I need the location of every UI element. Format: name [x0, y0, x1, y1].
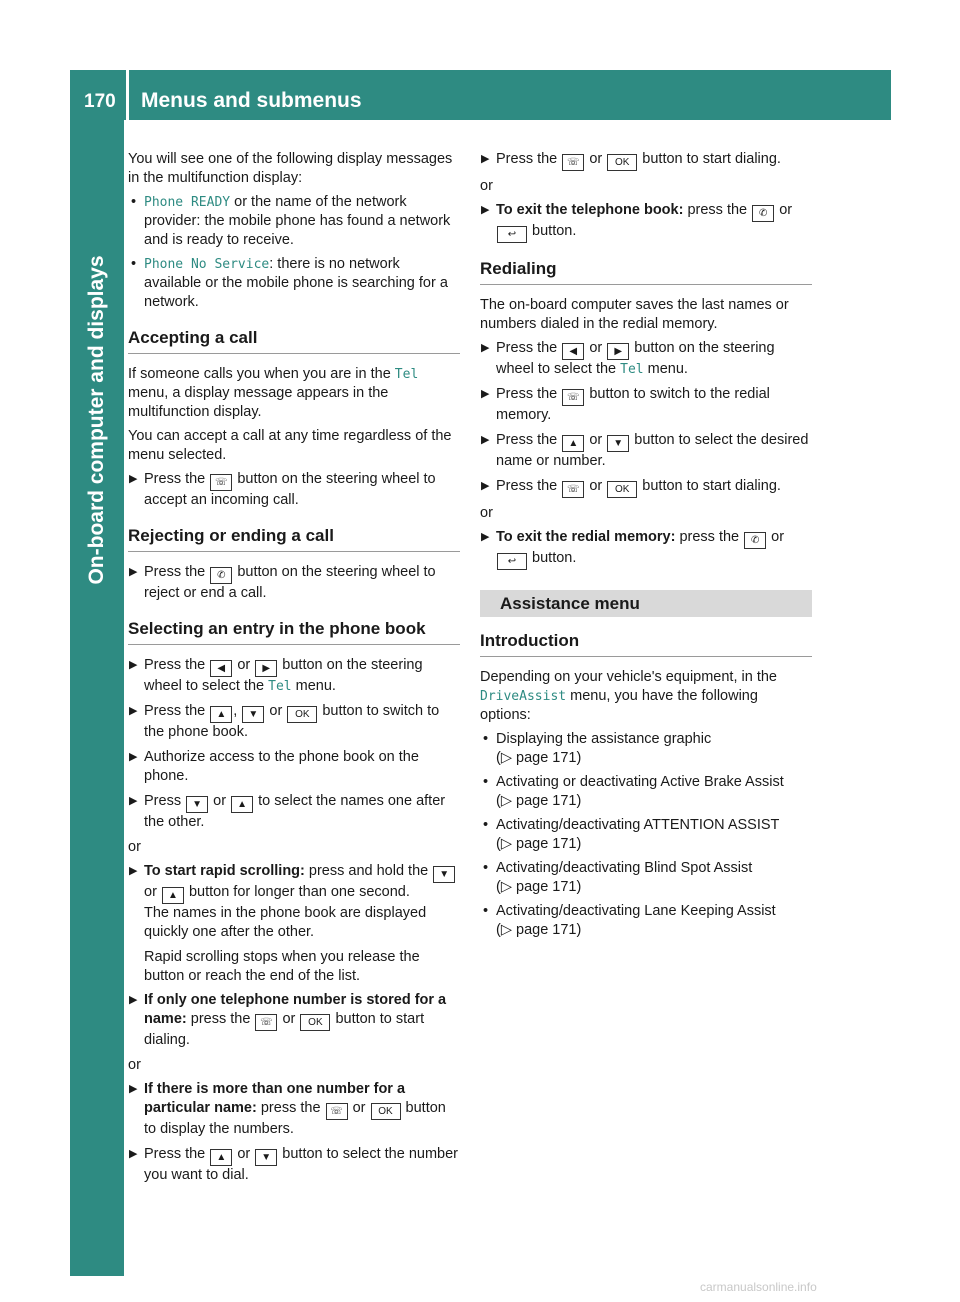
instruction-step: ▶ Press the ◀ or ▶ button on the steering wheel to select the Tel menu.	[128, 656, 460, 696]
ok-icon: OK	[287, 706, 317, 723]
down-arrow-icon: ▼	[433, 866, 455, 883]
list-item: • Activating/deactivating ATTENTION ASSIST (▷ page 171)	[480, 816, 812, 854]
intro-text: You will see one of the following display messages in the multifunction display:	[128, 151, 453, 186]
down-arrow-icon: ▼	[607, 435, 629, 452]
phone-icon: ☏	[210, 474, 232, 491]
right-column	[480, 150, 812, 945]
or-text: or	[128, 1057, 141, 1073]
page-number: 170	[84, 91, 116, 112]
up-arrow-icon: ▲	[162, 887, 184, 904]
paragraph: If someone calls you when you are in the Tel menu, a display message appears in the multifunction display.	[128, 366, 419, 420]
ok-icon: OK	[371, 1103, 401, 1120]
list-item: • Activating or deactivating Active Brake Assist (▷ page 171)	[480, 773, 812, 811]
left-arrow-icon: ◀	[562, 343, 584, 360]
down-arrow-icon: ▼	[255, 1149, 277, 1166]
phone-icon: ☏	[562, 481, 584, 498]
heading-rejecting-call: Rejecting or ending a call	[128, 526, 460, 552]
instruction-step: ▶ Press ▼ or ▲ to select the names one after the other.	[128, 792, 460, 832]
instruction-step: ▶ To exit the redial memory: press the ✆ or ↩ button.	[480, 528, 812, 570]
page-ref-link[interactable]: (▷ page 171)	[496, 922, 582, 938]
instruction-step: ▶ If only one telephone number is stored for a name: press the ☏ or OK button to start dialing.	[128, 991, 460, 1050]
hang-up-icon: ✆	[744, 532, 766, 549]
watermark: carmanualsonline.info	[700, 1280, 817, 1294]
hang-up-icon: ✆	[210, 567, 232, 584]
instruction-step: ▶ To start rapid scrolling: press and hold the ▼ or ▲ button for longer than one second. The names in the phone book are displayed quickly one after the other.	[128, 862, 460, 942]
or-text: or	[128, 839, 141, 855]
hang-up-icon: ✆	[752, 205, 774, 222]
list-item: • Phone READY or the name of the network provider: the mobile phone has found a network and is ready to receive.	[128, 193, 460, 250]
left-column	[128, 150, 460, 1191]
phone-icon: ☏	[562, 154, 584, 171]
back-icon: ↩	[497, 553, 527, 570]
down-arrow-icon: ▼	[242, 706, 264, 723]
header-divider	[126, 70, 129, 120]
right-arrow-icon: ▶	[607, 343, 629, 360]
side-tab-label: On-board computer and displays	[85, 255, 108, 585]
heading-accepting-call: Accepting a call	[128, 328, 460, 354]
heading-introduction: Introduction	[480, 631, 812, 657]
instruction-step: ▶ Press the ✆ button on the steering wheel to reject or end a call.	[128, 563, 460, 603]
up-arrow-icon: ▲	[210, 706, 232, 723]
ok-icon: OK	[607, 481, 637, 498]
up-arrow-icon: ▲	[562, 435, 584, 452]
instruction-step: ▶ Authorize access to the phone book on the phone.	[128, 748, 460, 786]
ok-icon: OK	[300, 1014, 330, 1031]
instruction-step: ▶ Press the ▲ or ▼ button to select the desired name or number.	[480, 431, 812, 471]
instruction-step: ▶ If there is more than one number for a particular name: press the ☏ or OK button to display the numbers.	[128, 1080, 460, 1139]
instruction-step: ▶ Press the ☏ or OK button to start dialing.	[480, 477, 812, 498]
paragraph: You can accept a call at any time regardless of the menu selected.	[128, 428, 452, 463]
page-ref-link[interactable]: (▷ page 171)	[496, 793, 582, 809]
instruction-step: ▶ Press the ☏ or OK button to start dialing.	[480, 150, 812, 171]
list-item: • Activating/deactivating Blind Spot Assist (▷ page 171)	[480, 859, 812, 897]
heading-phone-book: Selecting an entry in the phone book	[128, 619, 460, 645]
list-item: • Activating/deactivating Lane Keeping Assist (▷ page 171)	[480, 902, 812, 940]
or-text: or	[480, 505, 493, 521]
instruction-step: ▶ Press the ◀ or ▶ button on the steering wheel to select the Tel menu.	[480, 339, 812, 379]
page-ref-link[interactable]: (▷ page 171)	[496, 879, 582, 895]
page-ref-link[interactable]: (▷ page 171)	[496, 750, 582, 766]
instruction-step: ▶ To exit the telephone book: press the ✆ or ↩ button.	[480, 201, 812, 243]
heading-redialing: Redialing	[480, 259, 812, 285]
page-ref-link[interactable]: (▷ page 171)	[496, 836, 582, 852]
up-arrow-icon: ▲	[231, 796, 253, 813]
right-arrow-icon: ▶	[255, 660, 277, 677]
step-note: Rapid scrolling stops when you release the button or reach the end of the list.	[144, 949, 420, 984]
left-arrow-icon: ◀	[210, 660, 232, 677]
paragraph: The on-board computer saves the last names or numbers dialed in the redial memory.	[480, 297, 789, 332]
list-item: • Phone No Service: there is no network available or the mobile phone is searching for a network.	[128, 255, 460, 312]
page-title: Menus and submenus	[141, 89, 362, 112]
phone-icon: ☏	[255, 1014, 277, 1031]
instruction-step: ▶ Press the ▲ , ▼ or OK button to switch to the phone book.	[128, 702, 460, 742]
back-icon: ↩	[497, 226, 527, 243]
ok-icon: OK	[607, 154, 637, 171]
phone-icon: ☏	[326, 1103, 348, 1120]
down-arrow-icon: ▼	[186, 796, 208, 813]
instruction-step: ▶ Press the ☏ button on the steering wheel to accept an incoming call.	[128, 470, 460, 510]
list-item: • Displaying the assistance graphic (▷ page 171)	[480, 730, 812, 768]
instruction-step: ▶ Press the ☏ button to switch to the redial memory.	[480, 385, 812, 425]
paragraph: Depending on your vehicle's equipment, in the DriveAssist menu, you have the following options:	[480, 669, 777, 723]
up-arrow-icon: ▲	[210, 1149, 232, 1166]
phone-icon: ☏	[562, 389, 584, 406]
instruction-step: ▶ Press the ▲ or ▼ button to select the number you want to dial.	[128, 1145, 460, 1185]
or-text: or	[480, 178, 493, 194]
section-heading-assistance: Assistance menu	[480, 590, 812, 617]
